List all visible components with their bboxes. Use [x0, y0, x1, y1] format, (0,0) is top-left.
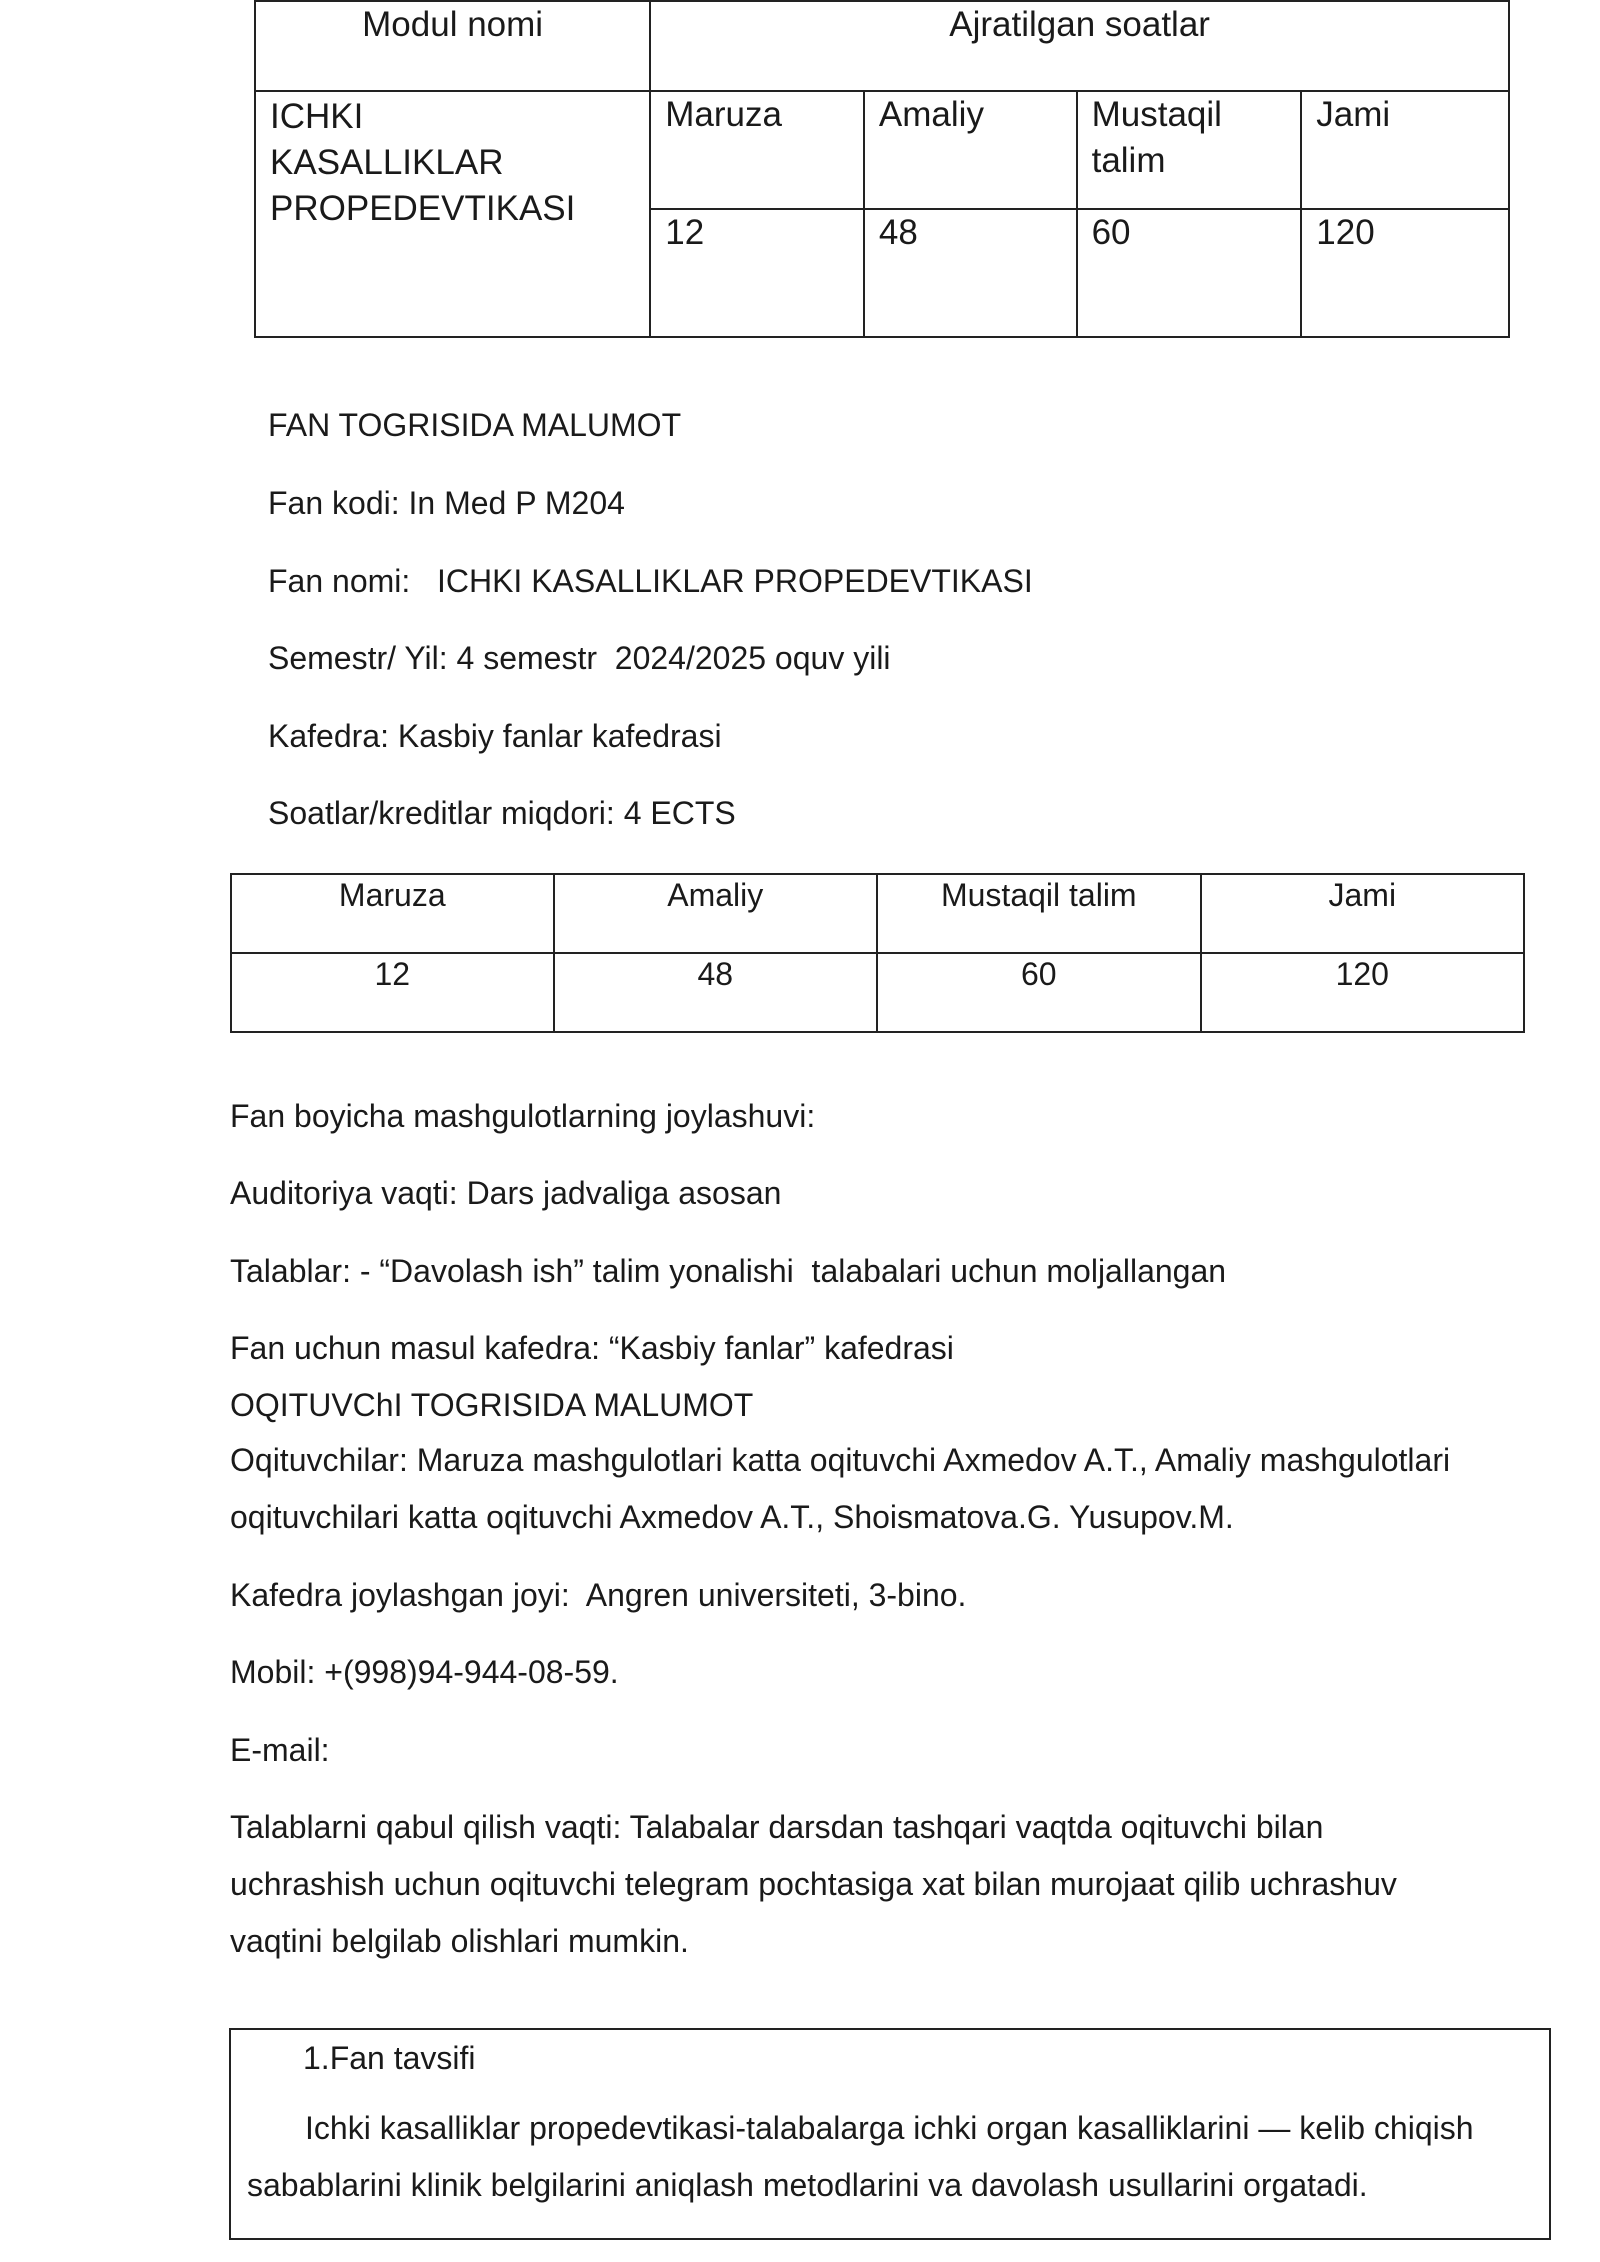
- col-lecture: Maruza: [650, 91, 864, 209]
- col-total: Jami: [1301, 91, 1509, 209]
- course-info-heading: FAN TOGRISIDA MALUMOT: [268, 407, 682, 443]
- responsible-department: Fan uchun masul kafedra: “Kasbiy fanlar” kafedrasi: [230, 1330, 954, 1366]
- reception-line-2: uchrashish uchun oqituvchi telegram pochtasiga xat bilan murojaat qilib uchrashuv: [230, 1866, 1397, 1902]
- col-practical: Amaliy: [864, 91, 1077, 209]
- hours-col-lecture: Maruza: [231, 874, 554, 953]
- col-independent: Mustaqil talim: [1077, 91, 1302, 209]
- hours-table: [230, 873, 1525, 1033]
- teacher-info-heading: OQITUVChI TOGRISIDA MALUMOT: [230, 1387, 754, 1423]
- hours-val-total: 120: [1201, 953, 1524, 1032]
- department-location: Kafedra joylashgan joyi: Angren universiteti, 3-bino.: [230, 1577, 967, 1613]
- hours-col-practical: Amaliy: [554, 874, 877, 953]
- module-name-header: Modul nomi: [255, 1, 650, 91]
- hours-val-independent: 60: [877, 953, 1201, 1032]
- hours-val-lecture: 12: [231, 953, 554, 1032]
- reception-line-1: Talablarni qabul qilish vaqti: Talabalar darsdan tashqari vaqtda oqituvchi bilan: [230, 1809, 1324, 1845]
- mobile-phone: Mobil: +(998)94-944-08-59.: [230, 1654, 619, 1690]
- course-name: Fan nomi: ICHKI KASALLIKLAR PROPEDEVTIKASI: [268, 563, 1033, 599]
- description-text: Ichki kasalliklar propedevtikasi-talabalarga ichki organ kasalliklarini — kelib chiqish sabablarini klinik belgilarini aniqlash metodlarini va davolash usullarini orgatadi.: [247, 2110, 1474, 2203]
- module-hours-table: [254, 0, 1510, 338]
- val-lecture: 12: [650, 209, 864, 337]
- placement-heading: Fan boyicha mashgulotlarning joylashuvi:: [230, 1098, 816, 1134]
- teachers-line-1: Oqituvchilar: Maruza mashgulotlari katta oqituvchi Axmedov A.T., Amaliy mashgulotlari: [230, 1442, 1451, 1478]
- hours-col-total: Jami: [1201, 874, 1524, 953]
- auditorium-time: Auditoriya vaqti: Dars jadvaliga asosan: [230, 1175, 782, 1211]
- allocated-hours-header: Ajratilgan soatlar: [650, 1, 1509, 91]
- course-credits: Soatlar/kreditlar miqdori: 4 ECTS: [268, 795, 736, 831]
- email-label: E-mail:: [230, 1732, 330, 1768]
- hours-col-independent: Mustaqil talim: [877, 874, 1201, 953]
- course-code: Fan kodi: In Med P M204: [268, 485, 625, 521]
- teachers-line-2: oqituvchilari katta oqituvchi Axmedov A.T., Shoismatova.G. Yusupov.M.: [230, 1499, 1234, 1535]
- module-name-cell: ICHKI KASALLIKLAR PROPEDEVTIKASI: [255, 91, 650, 337]
- reception-line-3: vaqtini belgilab olishlari mumkin.: [230, 1923, 689, 1959]
- course-description-box: [229, 2028, 1551, 2240]
- course-department: Kafedra: Kasbiy fanlar kafedrasi: [268, 718, 722, 754]
- hours-val-practical: 48: [554, 953, 877, 1032]
- val-independent: 60: [1077, 209, 1302, 337]
- requirements: Talablar: - “Davolash ish” talim yonalishi talabalari uchun moljallangan: [230, 1253, 1227, 1289]
- description-title: 1.Fan tavsifi: [303, 2040, 476, 2076]
- val-total: 120: [1301, 209, 1509, 337]
- course-semester: Semestr/ Yil: 4 semestr 2024/2025 oquv yili: [268, 640, 891, 676]
- val-practical: 48: [864, 209, 1077, 337]
